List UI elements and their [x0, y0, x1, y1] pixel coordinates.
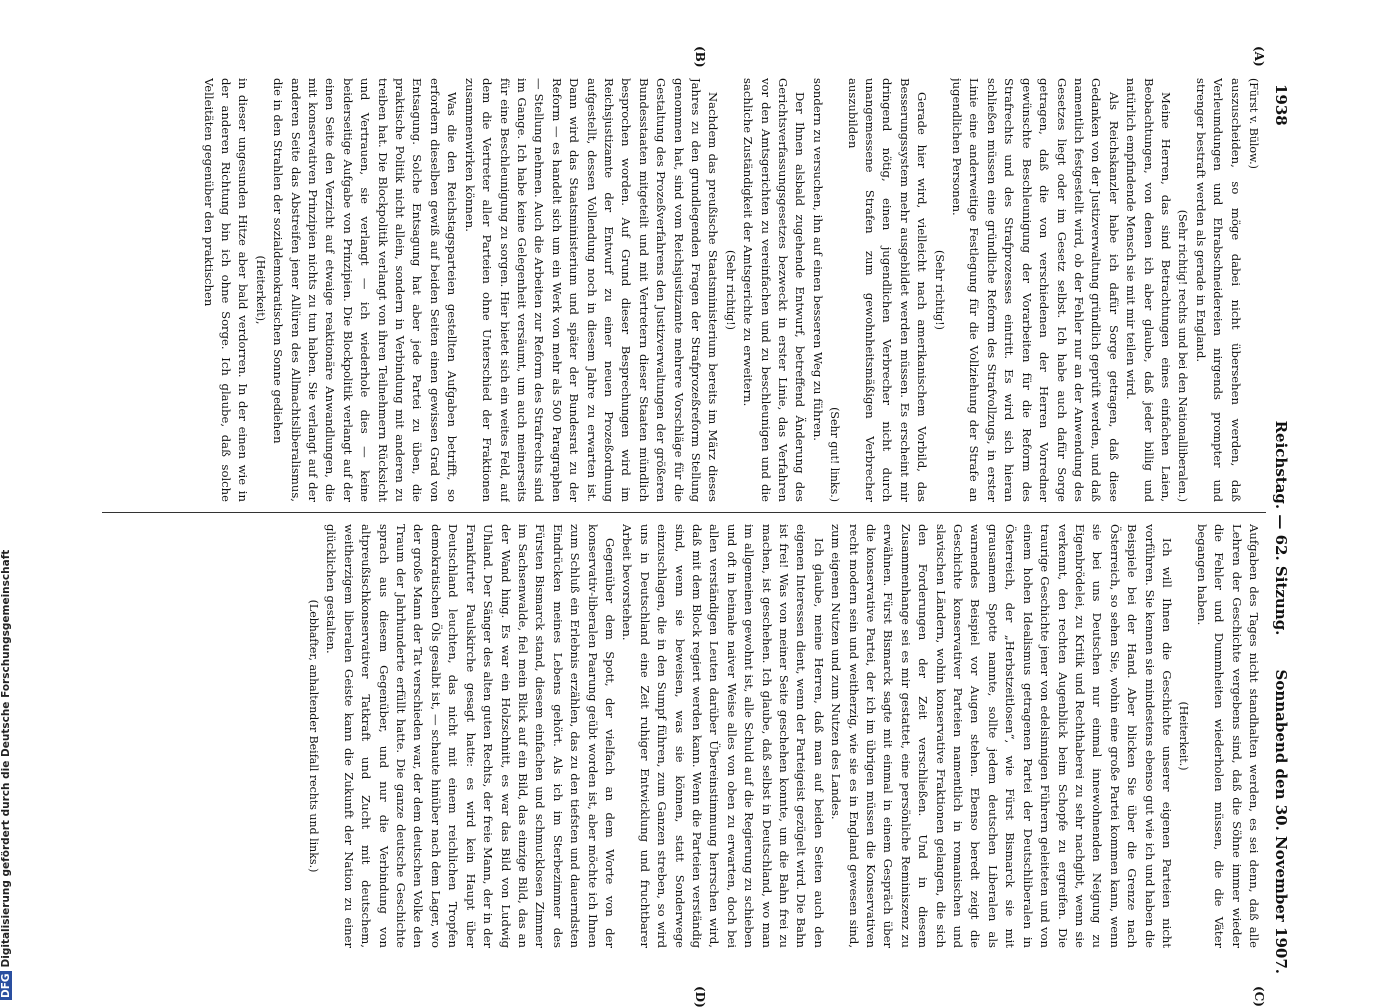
paragraph: in dieser ungesunden Hitze aber bald verdorren. In der einen wie in der anderen Richtung bin ich ohne Sorge. Ich glaube, daß solche Velleitäten gegenüber den praktischen — [201, 78, 251, 502]
paragraph: Aufgaben des Tages nicht standhalten werden, es sei denn, daß alle Lehren der Geschichte vergebens sind, daß die Söhne immer wieder die Fehler und Dummheiten wiederholen müssen, die die Väter begangen haben. — [1194, 524, 1261, 948]
right-column — [92, 524, 1262, 948]
paragraph: Der Ihnen alsbald zugehende Entwurf, betreffend Änderung des Gerichtsverfassungsgesetzes bezweckt in erster Linie, das Verfahren vor den Amtsgerichten zu vereinfachen und zu beschleunigen und die sachliche Zuständigkeit der Amtsgerichte zu erweitern. — [741, 78, 808, 502]
dfg-logo: DFG — [0, 973, 12, 998]
interjection: (Heiterkeit), — [253, 255, 267, 325]
paragraph: auszuscheiden, so möge dabei nicht übersehen werden, daß Verleumdungen und Ehrabschneidereien nirgends prompter und strenger bestraft werden als gerade in England. — [1193, 78, 1243, 502]
speaker-attribution: (Fürst v. Bülow.) — [1247, 78, 1260, 169]
credit-text: Digitalisierung gefördert durch die Deutsche Forschungsgemeinschaft — [0, 549, 12, 968]
left-column — [92, 78, 1262, 502]
interjection: (Sehr richtig!) — [932, 250, 946, 330]
paragraph: Gegenüber dem Spott, der vielfach an dem Worte von der konservativ-liberalen Paarung geübt worden ist, aber möchte ich Ihnen zum Schluß ein Erlebnis erzählen, das zu den tiefsten und dauerndsten Eindrücken meines Lebens gehört. Als ich im Sterbezimmer des Fürsten Bismarck stand, diesem einfachen und schmucklosen Zimmer im Sachsenwalde, fiel mein Blick auf ein Bild, das einzige Bild, das an der Wand hing. Es war ein Holzschnitt, es war das Bild von Ludwig Uhland. Der Sänger des alten guten Rechts, der freie Mann, der in der Frankfurter Paulskirche gesagt hatte: es wird kein Haupt über Deutschland leuchten, das nicht mit einem reichlichen Tropfen demokratischen Öls gesalbt ist, — schaute hinüber nach dem Lager, wo der große Mann der Tat verschieden war, der dem deutschen Volke den Traum der Jahrhunderte erfüllt hatte. Die ganze deutsche Geschichte sprach aus diesem Gegenüber, und nur die Verbindung von altpreußischkonservativer Tatkraft und Zucht mit deutschem, weitherzigem liberalen Geiste kann die Zukunft der Nation zu einer glücklichen gestalten. — [324, 524, 617, 948]
paragraph: sondern zu versuchen, ihn auf einen besseren Weg zu führen. — [810, 78, 825, 441]
paragraph: Was die den Reichstagsparteien gestellten Aufgaben betrifft, so erfordern dieselben gewiß auf beiden Seiten einen gewissen Grad von Entsagung. Solche Entsagung hat aber jede Partei zu üben, die praktische Politik nicht allein, sondern in Verbindung mit anderen zu treiben hat. Die Blockpolitik verlangt von ihren Teilnehmern Rücksicht und Vertrauen, sie verlangt — ich wiederhole dies — keine beiderseitige Aufgabe von Prinzipien. Die Blockpolitik verlangt auf der einen Seite den Verzicht auf etwaige reaktionäre Anwandlungen, die mit konservativen Prinzipien nichts zu tun haben. Sie verlangt auf der anderen Seite das Abstreifen jener Allüren des Allmachtsliberalismus, die in den Strahlen der sozialdemokratischen Sonne gediehen — [271, 78, 460, 502]
margin-mark-c: (C) — [1252, 986, 1266, 1007]
paragraph: Gerade hier wird, vielleicht nach amerikanischem Vorbild, das Besserungssystem mehr ausgebildet werden müssen. Es erscheint mir dringend nötig, einen jugendlichen Verbrecher nicht durch unangemessene Strafen zum gewohnheitsmäßigen Verbrecher auszubilden — [845, 78, 930, 502]
margin-mark-a: (A) — [1252, 46, 1266, 67]
rotated-page — [80, 46, 1292, 1008]
paragraph: Ich will Ihnen die Geschichte unserer eigenen Parteien nicht vorführen. Sie kennen sie mindestens ebenso gut wie ich und haben die Beispiele bei der Hand. Aber blicken Sie über die Grenze nach Österreich, so sehen Sie, wohin eine große Partei kommen kann, wenn sie bei uns Deutschen nur einmal innewohnenden Neigung zu Eigenbrödelei, zu Kritik und Rechthaberei zu sehr nachgibt, wenn sie verkennt, den rechten Augenblick beim Schopfe zu ergreifen. Die traurige Geschichte jener von edelsinnigen Führern geleiteten und von einem hohen Idealismus getragenen Partei der Deutschliberalen in Österreich, der „Herbstzeitlosen“, wie Fürst Bismarck sie mit grausamem Spotte nannte, sollte jedem deutschen Liberalen als warnendes Beispiel vor Augen stehen. Ebenso beredt zeigt die Geschichte konservativer Parteien namentlich in romanischen und slavischen Ländern, wohin konservative Fraktionen gelangen, die sich den Forderungen der Zeit verschließen. Und in diesem Zusammenhange sei es mir gestattet, eine persönliche Reminiszenz zu erwähnen. Fürst Bismarck sagte mit einmal in einem Gespräch über die konservative Partei, der ich im übrigen müssen die Konservativen recht modern sein und weitherzig, wie sie es in England gewesen sind, zum eigenen Nutzen und zum Nutzen des Landes. — [829, 524, 1174, 948]
paragraph: Als Reichskanzler habe ich dafür Sorge getragen, daß diese Gedanken von der Justizverwaltung gründlich geprüft werden, und daß namentlich festgestellt wird, ob der Fehler nur an der Anwendung des Gesetzes liegt oder im Gesetz selbst. Ich habe auch dafür Sorge getragen, daß die von verschiedenen der Herren Vorredner gewünschte Beschleunigung der Vorarbeiten für die Reform des Strafrechts und des Strafprozesses eintritt. Es wird sich hieran schließen müssen eine gründliche Reform des Strafvollzugs, in erster Linie eine anderweitige Festlegung für die Vollziehung der Strafe an jugendlichen Personen. — [950, 78, 1121, 502]
paragraph: Ich glaube, meine Herren, daß man auf beiden Seiten auch den eigenen Interessen dient, wenn der Parteigeist gezügelt wird. Die Bahn ist frei! Was von meiner Seite geschehen konnte, um die Bahn frei zu machen, ist geschehen. Ich glaube, daß selbst in Deutschland, wo man im allgemeinen gewohnt ist, alle Schuld auf die Regierung zu schieben und oft in beinahe naiver Weise alles von oben zu erwarten, doch bei allen verständigen Leuten darüber Übereinstimmung herrschen wird, daß mit dem Block regiert werden kann. Wenn die Parteien verständig sind, wenn sie beweisen, was sie können, statt Sonderwege einzuschlagen, die in den Sumpf führen, zum Ganzen streben, so wird uns in Deutschland eine Zeit ruhiger Entwicklung und fruchtbarer Arbeit bevorstehen. — [620, 524, 826, 948]
interjection: (Sehr richtig! rechts und bei den Nationalliberalen.) — [1176, 209, 1190, 502]
paragraph: Nachdem das preußische Staatsministerium bereits im März dieses Jahres zu den grundlegenden Fragen der Strafprozeßreform Stellung genommen hat, sind vom Reichsjustizamte mehrere Vorschläge für die Gestaltung des Prozeßverfahrens den Justizverwaltungen der größeren Bundesstaaten mitgeteilt und mit Vertretern dieser Staaten mündlich besprochen worden. Auf Grund dieser Besprechungen wird im Reichsjustizamte der Entwurf zu einer neuen Prozeßordnung aufgestellt, dessen Vollendung noch in diesem Jahre zu erwarten ist. Dann wird das Staatsministerium und später der Bundesrat zu der Reform — es handelt sich um ein Werk von mehr als 500 Paragraphen — Stellung nehmen. Auch die Arbeiten zur Reform des Strafrechts sind im Gange. Ich habe keine Gelegenheit versäumt, um auch meinerseits für eine Beschleunigung zu sorgen. Hier bietet sich ein weites Feld, auf dem die Vertreter aller Parteien ohne Unterschied der Fraktionen zusammenwirken können. — [462, 78, 721, 502]
digitization-credit — [0, 0, 18, 1000]
session-date: Sonnabend den 30. November 1907. — [1272, 669, 1290, 974]
paragraph: Meine Herren, das sind Betrachtungen eines einfachen Laien, Beobachtungen, von denen ich aber glaube, daß jeder billig und natürlich empfindende Mensch sie mit mir teilen wird. — [1124, 78, 1173, 502]
column-divider — [102, 512, 1266, 513]
interjection: (Sehr gut! links.) — [828, 407, 842, 502]
margin-mark-d: (D) — [693, 986, 707, 1008]
interjection: (Heiterkeit.) — [1177, 701, 1191, 771]
margin-mark-b: (B) — [693, 46, 707, 68]
session-title: Reichstag. — 62. Sitzung. — [1272, 420, 1290, 636]
page-header — [1266, 78, 1292, 978]
interjection: (Lebhafter, anhaltender Beifall rechts und links.) — [307, 599, 321, 873]
page-number: 1938 — [1272, 84, 1290, 126]
interjection: (Sehr richtig!) — [723, 250, 737, 330]
